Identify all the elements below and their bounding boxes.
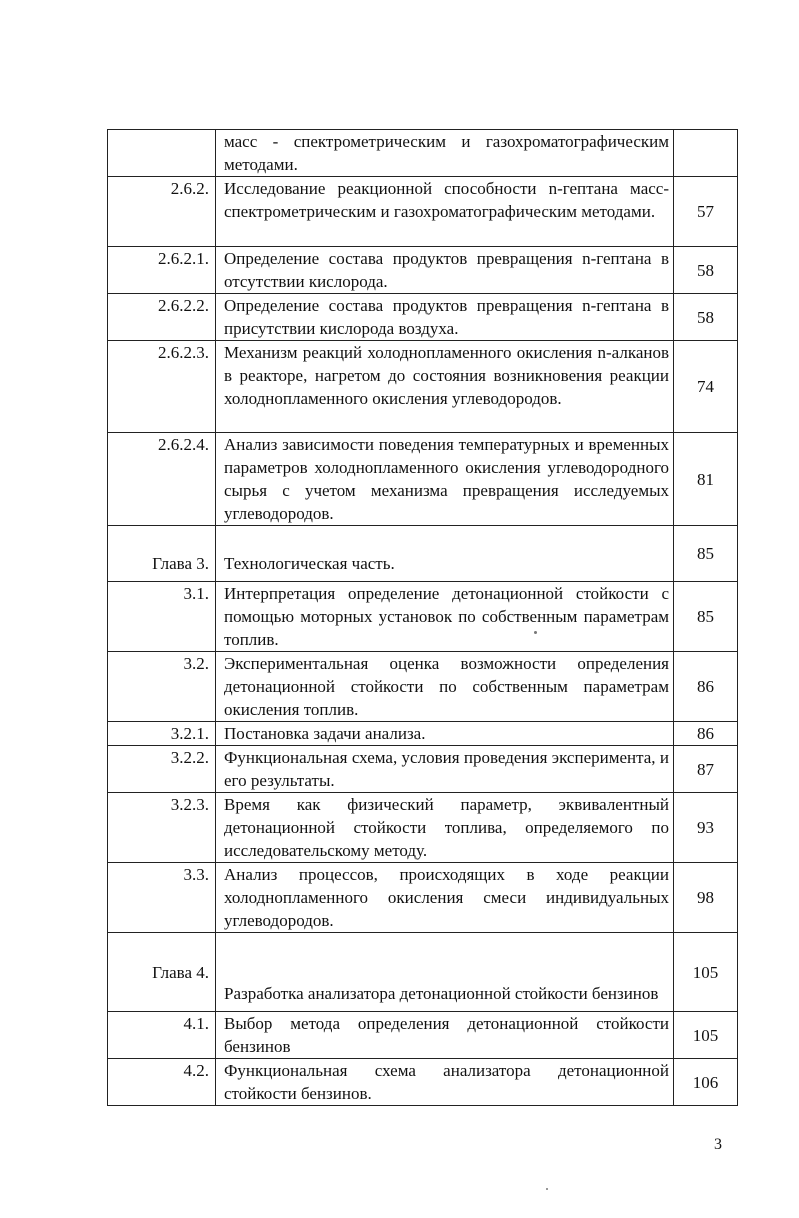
- page-ref: 58: [674, 247, 738, 294]
- table-row: [108, 177, 738, 247]
- page-ref: 106: [674, 1059, 738, 1106]
- page-ref: 74: [674, 341, 738, 433]
- section-number: 3.1.: [108, 582, 216, 652]
- chapter-number: Глава 3.: [108, 526, 216, 582]
- page-ref: 86: [674, 652, 738, 722]
- section-number: 2.6.2.3.: [108, 341, 216, 433]
- section-title: Анализ зависимости поведения температурных и временных параметров холоднопламенного окисления углеводородного сырья с учетом механизма превращения исследуемых углеводородов.: [216, 433, 674, 526]
- section-number: 4.1.: [108, 1012, 216, 1059]
- section-number: 4.2.: [108, 1059, 216, 1106]
- page-ref: 98: [674, 863, 738, 933]
- chapter-title: Технологическая часть.: [216, 526, 674, 582]
- chapter-title: Разработка анализатора детонационной стойкости бензинов: [216, 933, 674, 1012]
- page-ref: 58: [674, 294, 738, 341]
- section-title: Исследование реакционной способности n-гептана масс- спектрометрическим и газохроматографическим методами.: [216, 177, 674, 247]
- section-number: 3.2.: [108, 652, 216, 722]
- section-title: Механизм реакций холоднопламенного окисления n-алканов в реакторе, нагретом до состояния возникновения реакции холоднопламенного окисления углеводородов.: [216, 341, 674, 433]
- page-ref: [674, 130, 738, 177]
- table-row: [108, 582, 738, 652]
- page-ref: 105: [674, 933, 738, 1012]
- section-title: Время как физический параметр, эквивалентный детонационной стойкости топлива, определяемого по исследовательскому методу.: [216, 793, 674, 863]
- table-row: [108, 1059, 738, 1106]
- scan-speck: [534, 631, 537, 634]
- section-title: Функциональная схема анализатора детонационной стойкости бензинов.: [216, 1059, 674, 1106]
- table-row: [108, 793, 738, 863]
- page-ref: 85: [674, 526, 738, 582]
- section-title: Функциональная схема, условия проведения эксперимента, и его результаты.: [216, 746, 674, 793]
- section-title: Экспериментальная оценка возможности определения детонационной стойкости по собственным параметрам окисления топлив.: [216, 652, 674, 722]
- section-number: 3.3.: [108, 863, 216, 933]
- section-title: Анализ процессов, происходящих в ходе реакции холоднопламенного окисления смеси индивидуальных углеводородов.: [216, 863, 674, 933]
- page-ref: 105: [674, 1012, 738, 1059]
- section-title: Определение состава продуктов превращения n-гептана в отсутствии кислорода.: [216, 247, 674, 294]
- table-row: [108, 746, 738, 793]
- table-row: [108, 933, 738, 1012]
- page-ref: 93: [674, 793, 738, 863]
- section-number: 3.2.1.: [108, 722, 216, 746]
- table-row: [108, 433, 738, 526]
- section-title: Определение состава продуктов превращения n-гептана в присутствии кислорода воздуха.: [216, 294, 674, 341]
- page-ref: 86: [674, 722, 738, 746]
- section-number: 2.6.2.2.: [108, 294, 216, 341]
- page-ref: 87: [674, 746, 738, 793]
- section-title: Интерпретация определение детонационной стойкости с помощью моторных установок по собственным параметрам топлив.: [216, 582, 674, 652]
- page-ref: 85: [674, 582, 738, 652]
- section-number: 2.6.2.4.: [108, 433, 216, 526]
- table-of-contents: [107, 129, 738, 1106]
- section-title: масс - спектрометрическим и газохроматографическим методами.: [216, 130, 674, 177]
- table-row: [108, 722, 738, 746]
- table-row: [108, 247, 738, 294]
- page-ref: 81: [674, 433, 738, 526]
- table-row: [108, 294, 738, 341]
- section-title: Выбор метода определения детонационной стойкости бензинов: [216, 1012, 674, 1059]
- section-title: Постановка задачи анализа.: [216, 722, 674, 746]
- section-number: 3.2.2.: [108, 746, 216, 793]
- table-row: [108, 341, 738, 433]
- section-number: 2.6.2.1.: [108, 247, 216, 294]
- table-row: [108, 526, 738, 582]
- table-row: [108, 652, 738, 722]
- scan-speck: [546, 1188, 548, 1190]
- table-row: [108, 863, 738, 933]
- table-row: [108, 1012, 738, 1059]
- section-number: 3.2.3.: [108, 793, 216, 863]
- chapter-number: Глава 4.: [108, 933, 216, 1012]
- section-number: [108, 130, 216, 177]
- page-ref: 57: [674, 177, 738, 247]
- page-number: 3: [714, 1136, 722, 1153]
- table-row: [108, 130, 738, 177]
- section-number: 2.6.2.: [108, 177, 216, 247]
